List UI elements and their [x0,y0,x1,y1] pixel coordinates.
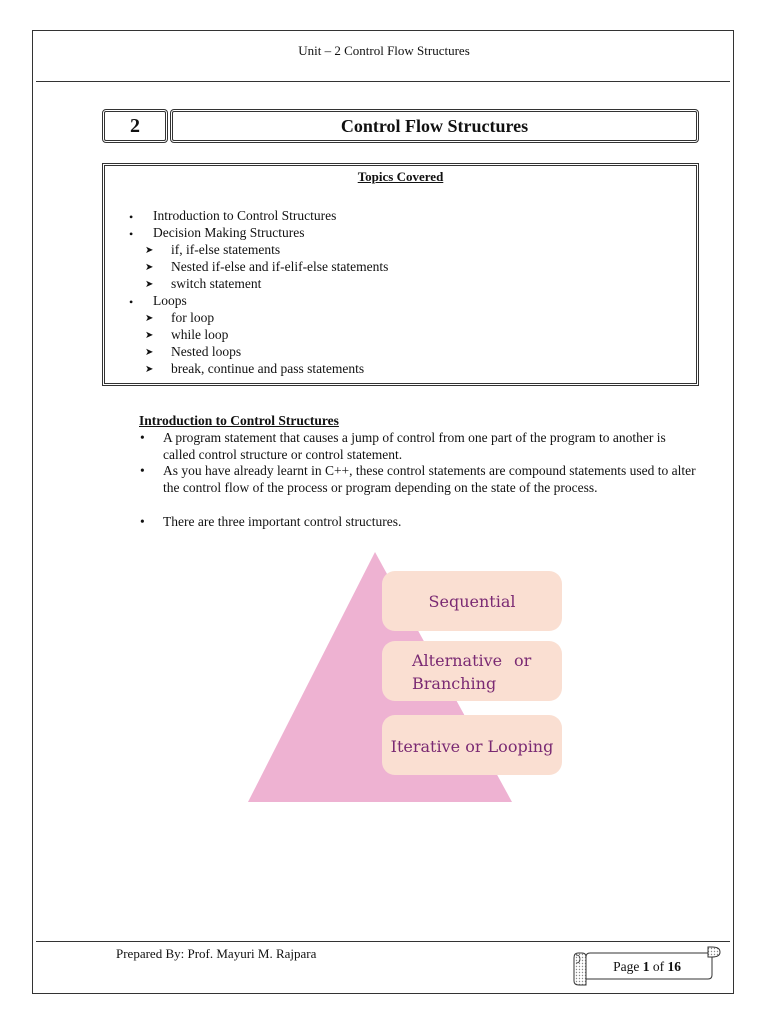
intro-point-text: A program statement that causes a jump of control from one part of the program to another is called control structure or control statement. [163,430,666,462]
control-structures-pyramid [240,548,570,810]
topic-subitem: switch statement [171,276,262,291]
intro-point-text: There are three important control structures. [163,514,402,529]
level-label-branching-line2: Branching [412,674,497,693]
topic-subitem: Nested if-else and if-elif-else statements [171,259,389,274]
arrow-bullet: ➤ [145,347,154,358]
topic-subitem: for loop [171,310,215,325]
bullet: • [129,210,134,224]
arrow-bullet: ➤ [145,262,154,273]
intro-heading: Introduction to Control Structures [139,413,339,428]
page-current: 1 [642,959,650,974]
level-label-branching-line1: Alternative [412,651,503,670]
prepared-by: Prepared By: Prof. Mayuri M. Rajpara [116,946,317,961]
page-number [576,959,718,975]
unit-title: Control Flow Structures [340,116,529,136]
topic-subitem: Nested loops [171,344,242,359]
unit-number: 2 [130,114,140,137]
unit-title-box [170,109,699,143]
page-total: 16 [667,959,681,974]
topics-box [102,163,699,386]
topic-subitem: if, if-else statements [171,242,281,257]
page-of: of [652,959,665,974]
intro-point [139,463,699,497]
intro-point [139,514,699,531]
page-label: Page [613,959,640,974]
topics-heading: Topics Covered [357,169,444,184]
arrow-bullet: ➤ [145,330,154,341]
arrow-bullet: ➤ [145,313,154,324]
arrow-bullet: ➤ [145,279,154,290]
bullet: • [140,463,145,478]
bullet: • [129,295,134,309]
level-label-looping: Iterative or Looping [390,737,554,756]
topic-subitem: break, continue and pass statements [171,361,365,376]
topic-item: Decision Making Structures [153,225,305,240]
unit-number-box [102,109,168,143]
level-label-sequential: Sequential [428,592,516,611]
level-label-branching-or: or [514,651,532,670]
header-rule [36,81,730,82]
intro-point-text: As you have already learnt in C++, these control statements are compound statements used to alter the control flow of the process or program depending on the state of the process. [163,463,696,495]
arrow-bullet: ➤ [145,364,154,375]
bullet: • [129,227,134,241]
running-header: Unit – 2 Control Flow Structures [298,43,470,58]
topic-subitem: while loop [171,327,229,342]
arrow-bullet: ➤ [145,245,154,256]
topic-item: Loops [153,293,187,308]
topic-item: Introduction to Control Structures [153,208,337,223]
intro-point [139,430,699,464]
bullet: • [140,514,145,529]
bullet: • [140,430,145,445]
